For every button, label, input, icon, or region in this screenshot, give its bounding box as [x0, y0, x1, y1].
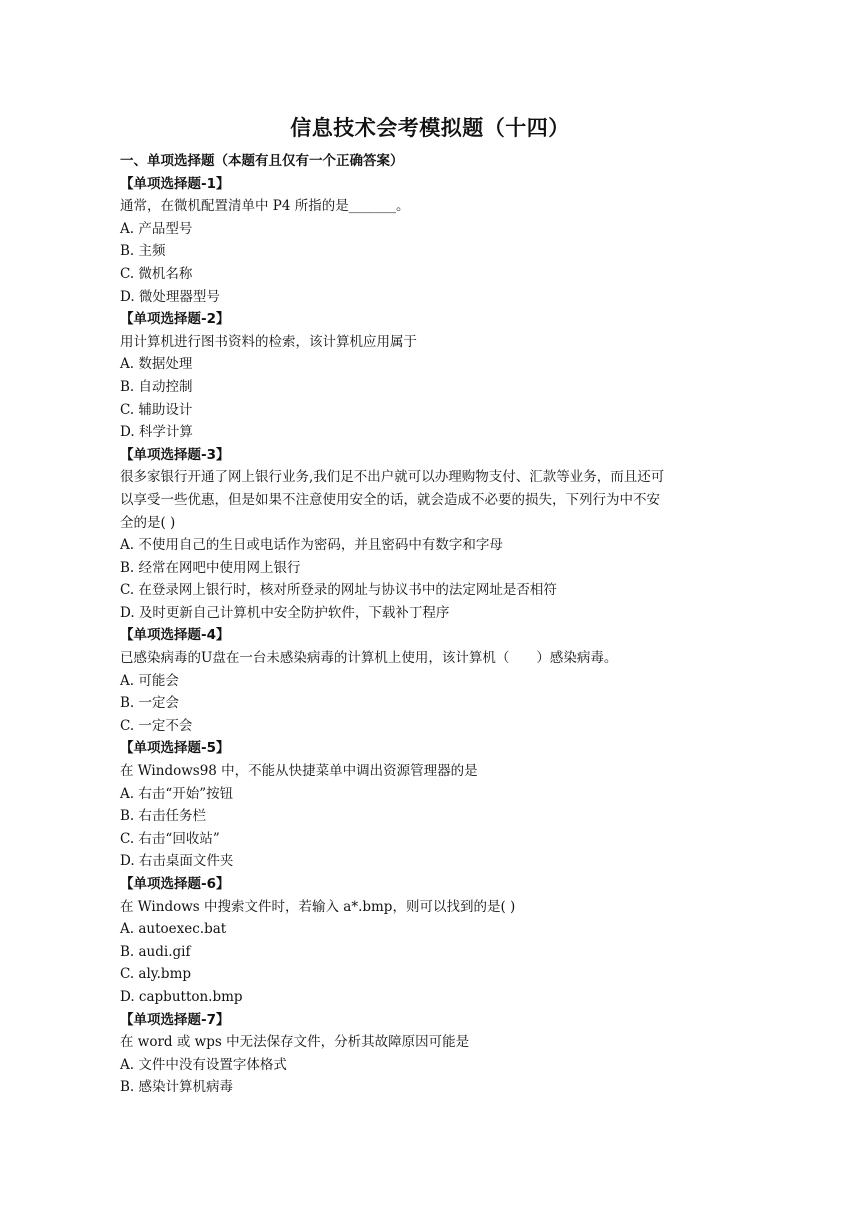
question-option: B. 一定会	[120, 695, 180, 712]
question-header: 【单项选择题-1】	[120, 175, 230, 192]
question-header: 【单项选择题-5】	[120, 740, 230, 757]
question-stem-line: 以享受一些优惠，但是如果不注意使用安全的话，就会造成不必要的损失，下列行为中不安	[120, 491, 660, 508]
section-heading: 一、单项选择题（本题有且仅有一个正确答案）	[120, 153, 404, 169]
question-stem: 在 Windows98 中，不能从快捷菜单中调出资源管理器的是	[120, 763, 478, 780]
question-option: A. autoexec.bat	[120, 921, 227, 938]
question-option: A. 可能会	[120, 672, 179, 689]
question-option: C. 辅助设计	[120, 401, 193, 418]
question-header: 【单项选择题-4】	[120, 627, 230, 644]
question-option: B. 主频	[120, 243, 166, 260]
question-option: B. 经常在网吧中使用网上银行	[120, 559, 301, 576]
question-header: 【单项选择题-2】	[120, 311, 230, 328]
question-option: B. audi.gif	[120, 943, 191, 960]
question-option: C. 在登录网上银行时，核对所登录的网址与协议书中的法定网址是否相符	[120, 582, 557, 599]
question-header: 【单项选择题-6】	[120, 876, 230, 892]
question-option: D. 及时更新自己计算机中安全防护软件，下载补丁程序	[120, 604, 450, 621]
question-option: C. 一定不会	[120, 717, 193, 734]
question-stem: 已感染病毒的U盘在一台未感染病毒的计算机上使用，该计算机（ ）感染病毒。	[120, 650, 618, 667]
question-option: D. 右击桌面文件夹	[120, 853, 234, 870]
question-option: B. 感染计算机病毒	[120, 1079, 234, 1096]
question-option: B. 自动控制	[120, 378, 193, 395]
question-option: A. 不使用自己的生日或电话作为密码，并且密码中有数字和字母	[120, 537, 503, 554]
question-option: C. 右击“回收站”	[120, 830, 220, 847]
question-option: C. 微机名称	[120, 265, 193, 282]
question-option: A. 数据处理	[120, 356, 193, 373]
question-option: A. 右击“开始”按钮	[120, 785, 234, 802]
question-option: C. aly.bmp	[120, 966, 192, 983]
question-option: B. 右击任务栏	[120, 808, 207, 825]
question-option: D. 微处理器型号	[120, 288, 220, 305]
question-option: A. 文件中没有设置字体格式	[120, 1056, 287, 1073]
question-stem: 用计算机进行图书资料的检索，该计算机应用属于	[120, 333, 417, 350]
question-stem: 通常，在微机配置清单中 P4 所指的是_______。	[120, 198, 410, 215]
question-option: A. 产品型号	[120, 220, 193, 237]
question-option: D. 科学计算	[120, 424, 193, 441]
question-header: 【单项选择题-3】	[120, 446, 230, 463]
question-stem: 在 Windows 中搜索文件时，若输入 a*.bmp，则可以找到的是( )	[120, 898, 516, 915]
question-header: 【单项选择题-7】	[120, 1011, 230, 1028]
question-option: D. capbutton.bmp	[120, 988, 243, 1005]
question-stem: 在 word 或 wps 中无法保存文件，分析其故障原因可能是	[120, 1034, 470, 1051]
question-stem-line: 全的是( )	[120, 514, 176, 531]
document-title: 信息技术会考模拟题（十四）	[290, 116, 570, 140]
document-content	[120, 150, 740, 1099]
question-stem-line: 很多家银行开通了网上银行业务,我们足不出户就可以办理购物支付、汇款等业务，而且还可	[120, 469, 665, 486]
